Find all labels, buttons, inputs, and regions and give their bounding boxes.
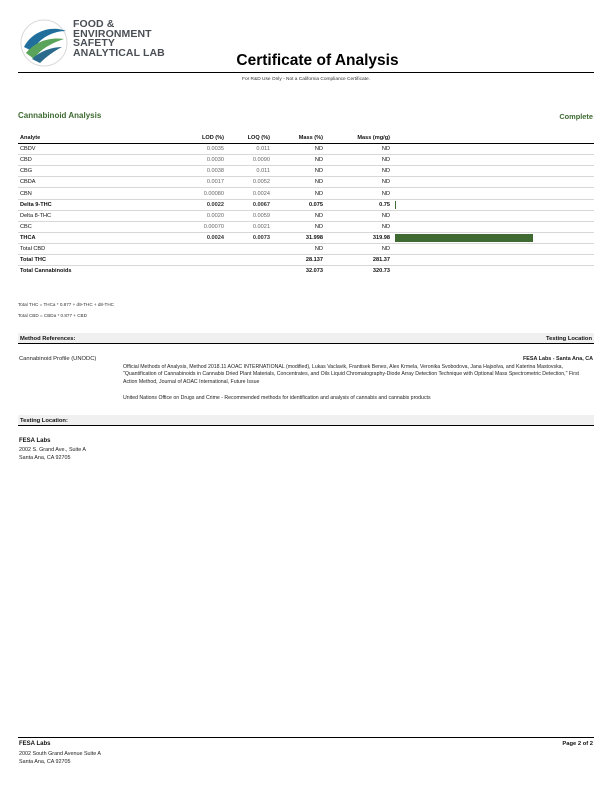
page-number: Page 2 of 2 bbox=[562, 741, 593, 747]
mass-mg-cell: 319.98 bbox=[372, 234, 390, 241]
mass-percent-cell: 28.137 bbox=[305, 257, 323, 264]
analyte-cell: Delta 9-THC bbox=[20, 201, 52, 208]
fesa-logo bbox=[18, 17, 168, 71]
column-header: Mass (mg/g) bbox=[357, 135, 390, 141]
mass-percent-cell: ND bbox=[314, 212, 323, 219]
mass-percent-cell: ND bbox=[314, 179, 323, 186]
method-references-header bbox=[18, 333, 594, 344]
table-row bbox=[18, 200, 594, 211]
column-header: LOQ (%) bbox=[247, 135, 270, 141]
mass-percent-cell: ND bbox=[314, 246, 323, 252]
loq-cell: 0.0024 bbox=[252, 190, 270, 197]
table-row bbox=[18, 233, 594, 244]
table-row bbox=[18, 144, 594, 155]
footer-address-line: Santa Ana, CA 92705 bbox=[19, 759, 71, 765]
table-row bbox=[18, 211, 594, 222]
analyte-cell: Total THC bbox=[20, 257, 46, 264]
footer-address-line: 2002 South Grand Avenue Suite A bbox=[19, 751, 102, 757]
page-title: Certificate of Analysis bbox=[236, 52, 399, 69]
loq-cell: 0.0090 bbox=[252, 157, 270, 164]
lod-cell: 0.00070 bbox=[203, 223, 224, 230]
loq-cell: 0.011 bbox=[256, 168, 270, 175]
concentration-bar bbox=[395, 234, 533, 242]
total-thc-formula: Total THC = THCa * 0.877 + d9-THC + d8-THC bbox=[18, 302, 114, 307]
column-header: LOD (%) bbox=[201, 135, 224, 141]
leaf-globe-icon bbox=[18, 17, 70, 69]
loq-cell: 0.0021 bbox=[252, 223, 270, 230]
testing-location-label: Testing Location bbox=[546, 336, 592, 342]
mass-mg-cell: ND bbox=[381, 157, 390, 164]
lod-cell: 0.00080 bbox=[203, 190, 224, 197]
mass-mg-cell: ND bbox=[381, 246, 390, 252]
column-header: Analyte bbox=[20, 135, 41, 141]
method-name: Cannabinoid Profile (UNODC) bbox=[19, 356, 97, 362]
analyte-cell: CBDV bbox=[20, 146, 36, 153]
analyte-cell: CBDA bbox=[20, 179, 36, 186]
column-header: Mass (%) bbox=[298, 135, 323, 141]
testing-location-label: Testing Location: bbox=[20, 418, 68, 424]
mass-mg-cell: ND bbox=[381, 179, 390, 186]
table-row bbox=[18, 177, 594, 188]
analyte-cell: CBN bbox=[20, 190, 32, 197]
loq-cell: 0.011 bbox=[256, 146, 270, 153]
table-row bbox=[18, 266, 594, 277]
loq-cell: 0.0073 bbox=[252, 234, 270, 241]
analyte-cell: CBD bbox=[20, 157, 32, 164]
footer-divider bbox=[18, 737, 594, 738]
lab-name: FESA Labs bbox=[19, 438, 51, 444]
lod-cell: 0.0024 bbox=[206, 234, 224, 241]
method-references-label: Method References: bbox=[20, 336, 76, 342]
mass-mg-cell: ND bbox=[381, 146, 390, 153]
table-row bbox=[18, 255, 594, 266]
compliance-note: For R&D Use Only - Not a California Compliance Certificate. bbox=[242, 77, 370, 82]
mass-percent-cell: 31.998 bbox=[305, 234, 323, 241]
status-badge: Complete bbox=[559, 112, 593, 121]
mass-mg-cell: 0.75 bbox=[379, 201, 390, 208]
lod-cell: 0.0038 bbox=[206, 168, 224, 175]
mass-mg-cell: 281.37 bbox=[372, 257, 390, 264]
table-row bbox=[18, 222, 594, 233]
lab-address-line: Santa Ana, CA 92705 bbox=[19, 455, 71, 461]
header-divider bbox=[18, 72, 594, 73]
table-row bbox=[18, 189, 594, 200]
method-location: FESA Labs - Santa Ana, CA bbox=[523, 356, 593, 362]
footer-lab-name: FESA Labs bbox=[19, 741, 51, 747]
analyte-cell: THCA bbox=[20, 234, 36, 241]
lod-cell: 0.0017 bbox=[206, 179, 224, 186]
mass-percent-cell: 0.075 bbox=[309, 201, 323, 208]
method-reference: United Nations Office on Drugs and Crime - Recommended methods for identification and analysis of cannabis and cannabis products bbox=[123, 395, 431, 401]
mass-percent-cell: ND bbox=[314, 190, 323, 197]
mass-percent-cell: ND bbox=[314, 168, 323, 175]
mass-percent-cell: 32.073 bbox=[305, 268, 323, 275]
analyte-cell: CBG bbox=[20, 168, 33, 175]
lod-cell: 0.0022 bbox=[206, 201, 224, 208]
analyte-cell: Total CBD bbox=[20, 246, 46, 252]
analyte-cell: Delta 8-THC bbox=[20, 212, 52, 219]
concentration-bar bbox=[395, 201, 396, 209]
lod-cell: 0.0035 bbox=[206, 146, 224, 153]
mass-mg-cell: 320.73 bbox=[372, 268, 390, 275]
loq-cell: 0.0059 bbox=[252, 212, 270, 219]
loq-cell: 0.0052 bbox=[252, 179, 270, 186]
analyte-cell: Total Cannabinoids bbox=[20, 268, 72, 275]
table-row bbox=[18, 244, 594, 255]
mass-percent-cell: ND bbox=[314, 157, 323, 164]
testing-location-header bbox=[18, 415, 594, 426]
table-row bbox=[18, 166, 594, 177]
table-row bbox=[18, 155, 594, 166]
table-header-row bbox=[18, 133, 594, 144]
mass-percent-cell: ND bbox=[314, 223, 323, 230]
mass-mg-cell: ND bbox=[381, 223, 390, 230]
mass-mg-cell: ND bbox=[381, 190, 390, 197]
mass-percent-cell: ND bbox=[314, 146, 323, 153]
lod-cell: 0.0030 bbox=[206, 157, 224, 164]
mass-mg-cell: ND bbox=[381, 168, 390, 175]
lod-cell: 0.0020 bbox=[206, 212, 224, 219]
lab-address-line: 2002 S. Grand Ave., Suite A bbox=[19, 447, 87, 453]
mass-mg-cell: ND bbox=[381, 212, 390, 219]
method-reference: Official Methods of Analysis, Method 2018.11 AOAC INTERNATIONAL (modified), Lukas Vaclavik, Frantisek Benes, Alex Krmela, Veronika Svobodova, Jana Hajsolva, and Katerina Mastovska, "Quantification of Cannabinoids in Cannabis Dried Plant Materials, Concentrates, and Oils Liquid Chromatography-Diode Array Detection Technique with Optional Mass Spectrometric Detection," First Action Method, Journal of AOAC International, Future Issue bbox=[123, 364, 579, 385]
total-cbd-formula: Total CBD = CBDa * 0.877 + CBD bbox=[18, 313, 87, 318]
section-title: Cannabinoid Analysis bbox=[18, 111, 102, 120]
loq-cell: 0.0067 bbox=[252, 201, 270, 208]
logo-wordmark: FOOD & ENVIRONMENT SAFETY ANALYTICAL LAB bbox=[73, 18, 165, 59]
analyte-cell: CBC bbox=[20, 223, 32, 230]
